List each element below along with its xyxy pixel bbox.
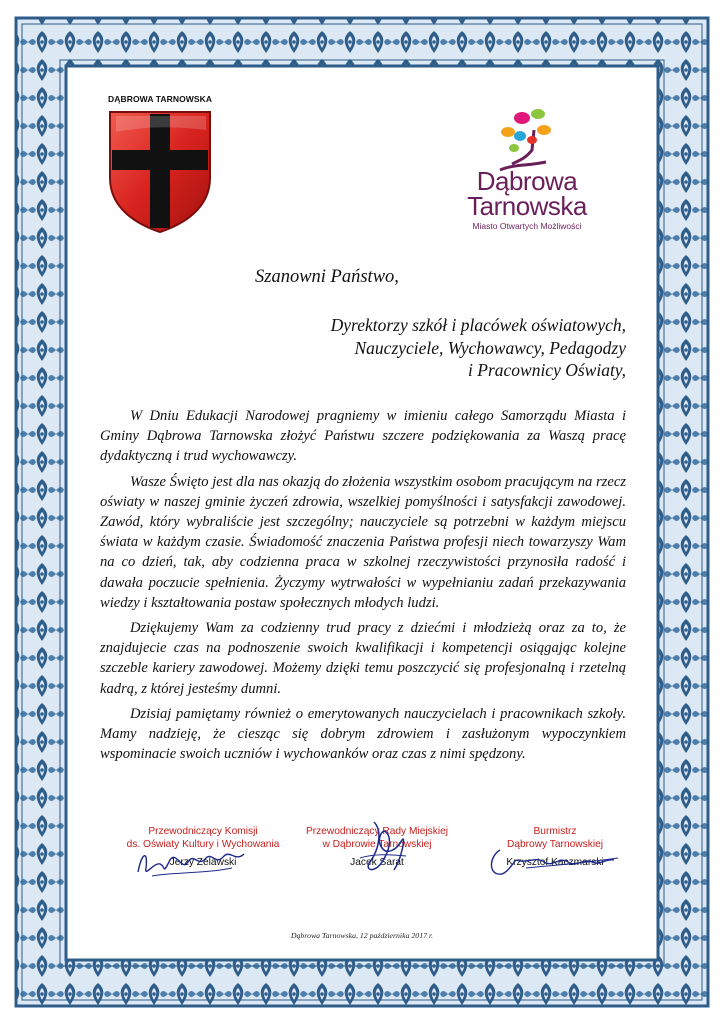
signatory-role: Przewodniczący Komisji (148, 826, 258, 837)
paragraph: Dzisiaj pamiętamy również o emerytowanych nauczycielach i pracownikach szkoły. Mamy nadzieję, że ciesząc się dobrym zdrowiem i zasłużonym wypoczynkiem wspominacie swoich uczniów i wychowanków oraz czas z nimi spędzony. (100, 705, 626, 763)
recipient-line: i Pracownicy Oświaty, (468, 360, 626, 380)
handwritten-signature-3 (486, 842, 626, 882)
signatory-role: ds. Oświaty Kultury i Wychowania (126, 838, 280, 850)
signatory-role: Burmistrz (533, 826, 577, 837)
signatory-role: Przewodniczący Rady Miejskiej (305, 826, 449, 837)
place-date: Dąbrowa Tarnowska, 12 października 2017 r. (290, 931, 434, 940)
signatory-role: w Dąbrowie Tarnowskiej (322, 838, 432, 850)
signatory-name: Jerzy Zelawski (169, 857, 237, 868)
handwritten-signature-2 (352, 818, 412, 882)
recipients (300, 314, 626, 382)
paragraph: Wasze Święto jest dla nas okazją do złożenia wszystkim osobom pracującym na rzecz oświaty w naszej gminie życzeń zdrowia, wszelkiej pomyślności i satysfakcji zawodowej. Zawód, który wybraliście jest szczególny; nauczyciele są potrzebni w każdym miejscu świata w każdym czasie. Świadomość znaczenia Państwa profesji niech towarzyszy Wam na co dzień, tak, aby codzienna praca w szkolnej rzeczywistości przynosiła radość i dawała poczucie spełnienia. Życzymy wytrwałości w wypełnianiu zadań przekazywania wiedzy i kształtowania postaw społecznych młodych ludzi. (100, 473, 626, 611)
salutation: Szanowni Państwo, (255, 267, 399, 287)
coat-of-arms-label: DĄBROWA TARNOWSKA (108, 94, 213, 104)
brand-name-line2: Tarnowska (467, 191, 587, 221)
coat-of-arms-shield-icon (106, 108, 214, 234)
signatory-name: Krzysztof Kaczmarski (506, 857, 604, 868)
signatory-role: Dąbrowy Tarnowskiej (506, 838, 604, 850)
brand-tagline: Miasto Otwartych Możliwości (472, 221, 582, 231)
handwritten-signature-1 (132, 842, 252, 882)
letter-body (100, 406, 626, 769)
brand-name-line1: Dąbrowa (476, 166, 578, 196)
recipient-line: Nauczyciele, Wychowawcy, Pedagodzy (354, 337, 626, 358)
paragraph: W Dniu Edukacji Narodowej pragniemy w imieniu całego Samorządu Miasta i Gminy Dąbrowa Tarnowska złożyć Państwu szczere podziękowania za Waszą pracę dydaktyczną i trud wychowawczy. (100, 408, 626, 465)
paragraph: Dziękujemy Wam za codzienny trud pracy z dziećmi i młodzieżą oraz za to, że znajdujecie czas na podnoszenie swoich kwalifikacji i kompetencji osiągając kolejne szczeble kariery zawodowej. Możemy dzięki temu poszczycić się profesjonalną i rzetelną kadrą, z której jesteśmy dumni. (100, 620, 626, 697)
recipient-line: Dyrektorzy szkół i placówek oświatowych, (330, 315, 626, 335)
signatory-name: Jacek Sarat (350, 857, 404, 868)
